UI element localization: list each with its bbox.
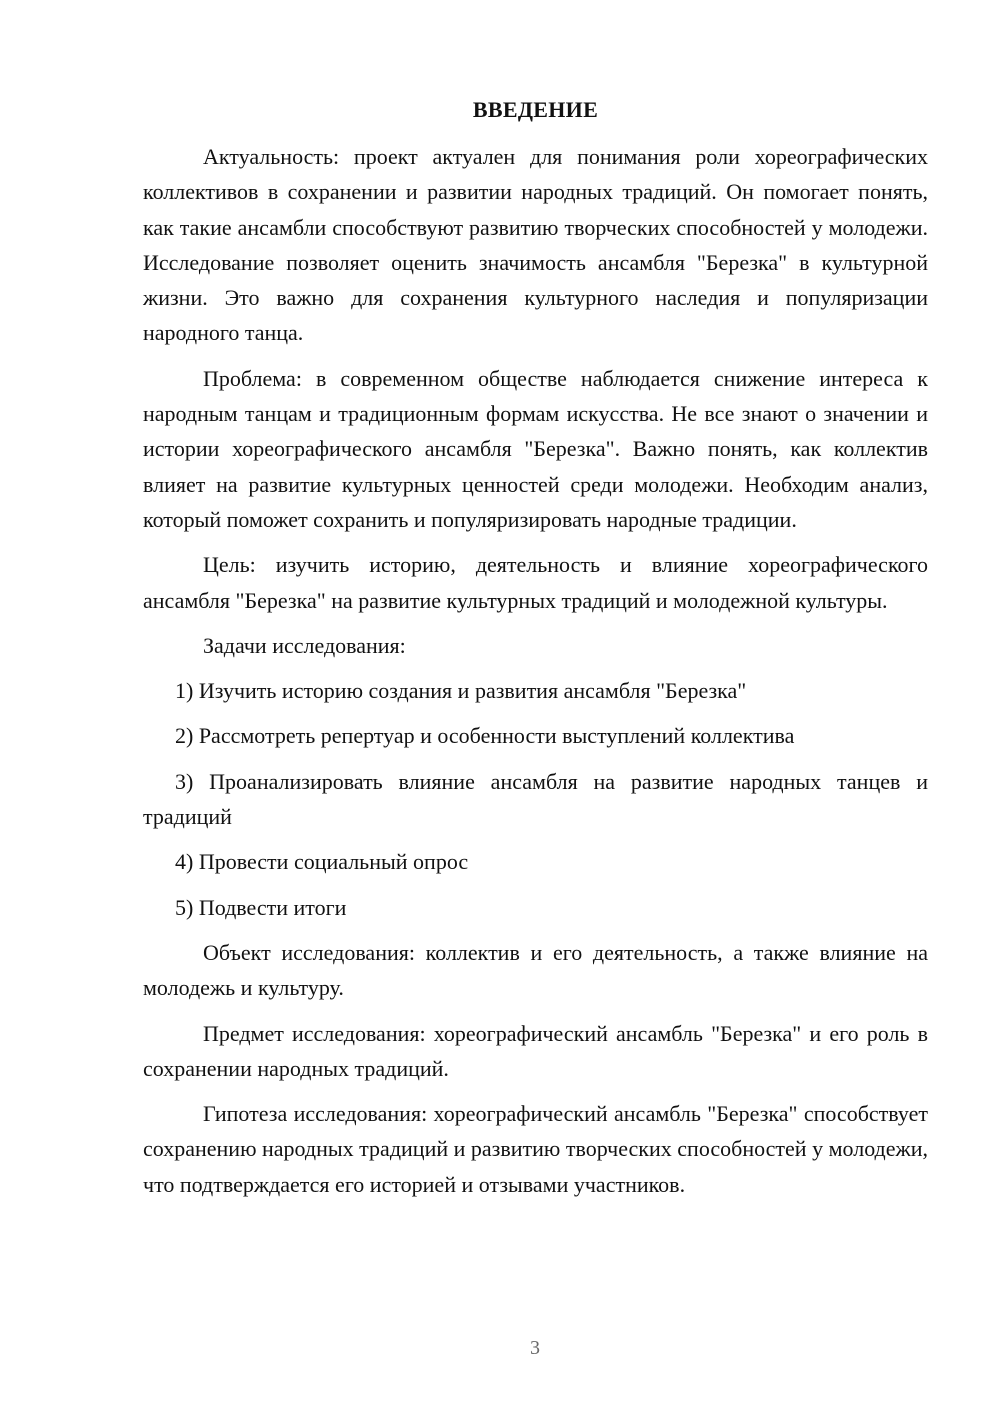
problem-paragraph: Проблема: в современном обществе наблюдается снижение интереса к народным танцам и традиционным формам искусства. Не все знают о значении и истории хореографического ансамбля "Березка". Важно понять, как коллектив влияет на развитие культурных ценностей среди молодежи. Необходим анализ, который поможет сохранить и популяризировать народные традиции. [143,365,928,532]
page-number: 3 [530,1337,540,1359]
tasks-heading: Задачи исследования: [203,632,406,658]
goal-paragraph: Цель: изучить историю, деятельность и влияние хореографического ансамбля "Березка" на развитие культурных традиций и молодежной культуры. [143,552,928,613]
hypothesis-paragraph: Гипотеза исследования: хореографический ансамбль "Березка" способствует сохранению народных традиций и развитию творческих способностей у молодежи, что подтверждается его историей и отзывами участников. [143,1101,928,1197]
subject-paragraph: Предмет исследования: хореографический ансамбль "Березка" и его роль в сохранении народных традиций. [143,1020,928,1081]
page-content [143,92,928,1212]
task-item: 2) Рассмотреть репертуар и особенности выступлений коллектива [175,723,795,749]
relevance-paragraph: Актуальность: проект актуален для понимания роли хореографических коллективов в сохранении и развитии народных традиций. Он помогает понять, как такие ансамбли способствуют развитию творческих способностей у молодежи. Исследование позволяет оценить значимость ансамбля "Березка" в культурной жизни. Это важно для сохранения культурного наследия и популяризации народного танца. [143,144,928,346]
tasks-list [143,673,928,925]
object-paragraph: Объект исследования: коллектив и его деятельность, а также влияние на молодежь и культуру. [143,939,928,1001]
page-title: ВВЕДЕНИЕ [472,97,599,122]
task-item: 1) Изучить историю создания и развития ансамбля "Березка" [175,678,747,704]
task-item: 3) Проанализировать влияние ансамбля на развитие народных танцев и традиций [143,768,928,830]
task-item: 5) Подвести итоги [175,894,347,920]
task-item: 4) Провести социальный опрос [175,849,469,875]
